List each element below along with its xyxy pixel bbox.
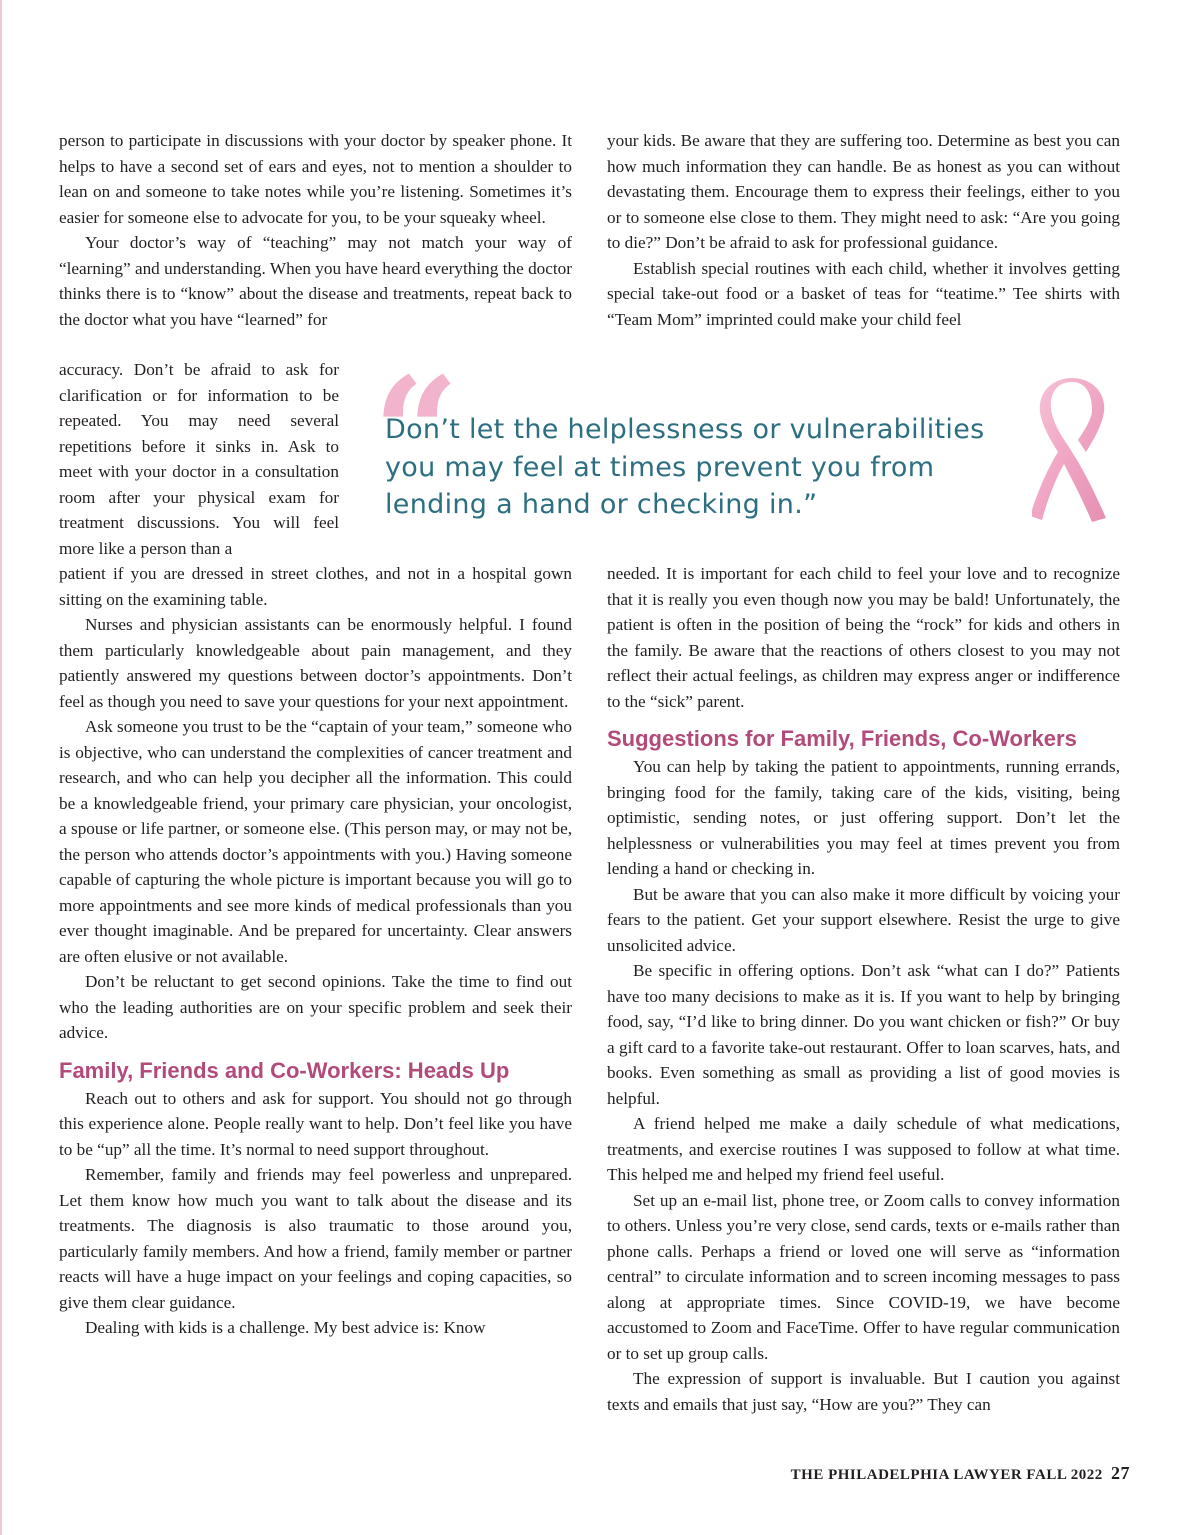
paragraph-second-opinions: Don’t be reluctant to get second opinions. Take the time to find out who the leading authorities are on your specific problem and seek their advice.	[59, 972, 572, 1042]
pull-quote-text: Don’t let the helplessness or vulnerabilities you may feel at times prevent you from lending a hand or checking in.”	[385, 414, 985, 520]
heading-suggestions: Suggestions for Family, Friends, Co-Workers	[607, 726, 1077, 751]
paragraph-kids: Dealing with kids is a challenge. My best advice is: Know	[85, 1318, 486, 1337]
paragraph-routines: Establish special routines with each child, whether it involves getting special take-out food or a basket of teas for “teatime.” Tee shirts with “Team Mom” imprinted could make your child feel	[607, 258, 1120, 329]
paragraph-schedule: A friend helped me make a daily schedule of what medications, treatments, and exercise routines I was supposed to follow at what time. This helped me and helped my friend feel useful.	[607, 1114, 1120, 1184]
publication-name: THE PHILADELPHIA LAWYER FALL 2022	[790, 1467, 1103, 1483]
page-edge	[0, 0, 2, 1535]
paragraph-expression: The expression of support is invaluable. But I caution you against texts and emails that just say, “How are you?” They can	[607, 1369, 1120, 1414]
page-number: 27	[1111, 1463, 1130, 1483]
left-column-top	[59, 128, 572, 332]
paragraph-aware: But be aware that you can also make it more difficult by voicing your fears to the patient. Get your support elsewhere. Resist the urge to give unsolicited advice.	[607, 884, 1120, 955]
paragraph-specific: Be specific in offering options. Don’t ask “what can I do?” Patients have too many decisions to make as it is. If you want to help by bringing food, say, “I’d like to bring dinner. Do you want chicken or fish?” Or buy a gift card to a favorite take-out restaurant. Offer to loan scarves, hats, and books. Even something as small as providing a list of good movies is helpful.	[607, 961, 1120, 1108]
quote-mark: “	[373, 345, 460, 521]
paragraph-reach-out: Reach out to others and ask for support. You should not go through this experience alone. People really want to help. Don’t feel like you have to be “up” all the time. It’s normal to need support throughout.	[59, 1088, 572, 1159]
paragraph-teaching-end: patient if you are dressed in street clothes, and not in a hospital gown sitting on the examining table.	[59, 564, 572, 609]
paragraph-captain: Ask someone you trust to be the “captain of your team,” someone who is objective, who can understand the complexities of cancer treatment and research, and who can help you decipher all the information. This could be a knowledgeable friend, your primary care physician, your oncologist, a spouse or life partner, or someone else. (This person may, or may not be, the person who attends doctor’s appointments with you.) Having someone capable of capturing the whole picture is important because you will go to more appointments and see more kinds of medical professionals than you ever thought imaginable. And be prepared for uncertainty. Clear answers are often elusive or not available.	[59, 717, 572, 966]
paragraph-continued: person to participate in discussions with your doctor by speaker phone. It helps to have a second set of ears and eyes, not to mention a shoulder to lean on and someone to take notes while you’re listening. Sometimes it’s easier for someone else to advocate for you, to be your squeaky wheel.	[59, 131, 572, 227]
page-footer	[791, 1463, 1130, 1484]
paragraph-teaching: Your doctor’s way of “teaching” may not match your way of “learning” and understanding. When you have heard everything the doctor thinks there is to “know” about the disease and treatments, repeat back to the doctor what you have “learned” for	[59, 233, 572, 329]
paragraph-email-list: Set up an e-mail list, phone tree, or Zoom calls to convey information to others. Unless you’re very close, send cards, texts or e-mails rather than phone calls. Perhaps a friend or loved one will serve as “information central” to circulate information and to screen incoming messages to pass along at appropriate times. Since COVID-19, we have become accustomed to Zoom and FaceTime. Offer to have regular communication or to set up group calls.	[607, 1190, 1120, 1363]
right-column-top	[607, 128, 1120, 332]
paragraph-kids-continued: your kids. Be aware that they are suffering too. Determine as best you can how much information they can handle. Be as honest as you can without devastating them. Encourage them to express their feelings, either to you or to someone else close to them. They might need to ask: “Are you going to die?” Don’t be afraid to ask for professional guidance.	[607, 131, 1120, 252]
paragraph-remember: Remember, family and friends may feel powerless and unprepared. Let them know how much you want to talk about the disease and its treatments. The diagnosis is also traumatic to those around you, particularly family members. And how a friend, family member or partner reacts will have a huge impact on your feelings and coping capacities, so give them clear guidance.	[59, 1165, 572, 1312]
pull-quote	[373, 345, 1033, 540]
paragraph-teaching-wrap: accuracy. Don’t be afraid to ask for clarification or for information to be repeated. You may need several repetitions before it sinks in. Ask to meet with your doctor in a consultation room after your physical exam for treatment discussions. You will feel more like a person than a	[59, 360, 339, 558]
pink-ribbon-icon	[1032, 378, 1112, 524]
paragraph-help: You can help by taking the patient to appointments, running errands, bringing food for the family, taking care of the kids, visiting, being optimistic, sending notes, or just offering support. Don’t let the helplessness or vulnerabilities you may feel at times prevent you from lending a hand or checking in.	[607, 757, 1120, 878]
right-column-bottom	[607, 561, 1120, 1417]
left-column-bottom	[59, 561, 572, 1341]
paragraph-nurses: Nurses and physician assistants can be enormously helpful. I found them particularly knowledgeable about pain management, and they patiently answered my questions between doctor’s appointments. Don’t feel as though you need to save your questions for your next appointment.	[59, 615, 572, 711]
paragraph-routines-continued: needed. It is important for each child to feel your love and to recognize that it is really you even though now you may be bald! Unfortunately, the patient is often in the position of being the “rock” for kids and others in the family. Be aware that the reactions of others closest to you may not reflect their actual feelings, as children may express anger or indifference to the “sick” parent.	[607, 564, 1120, 711]
heading-family-friends: Family, Friends and Co-Workers: Heads Up	[59, 1057, 510, 1083]
